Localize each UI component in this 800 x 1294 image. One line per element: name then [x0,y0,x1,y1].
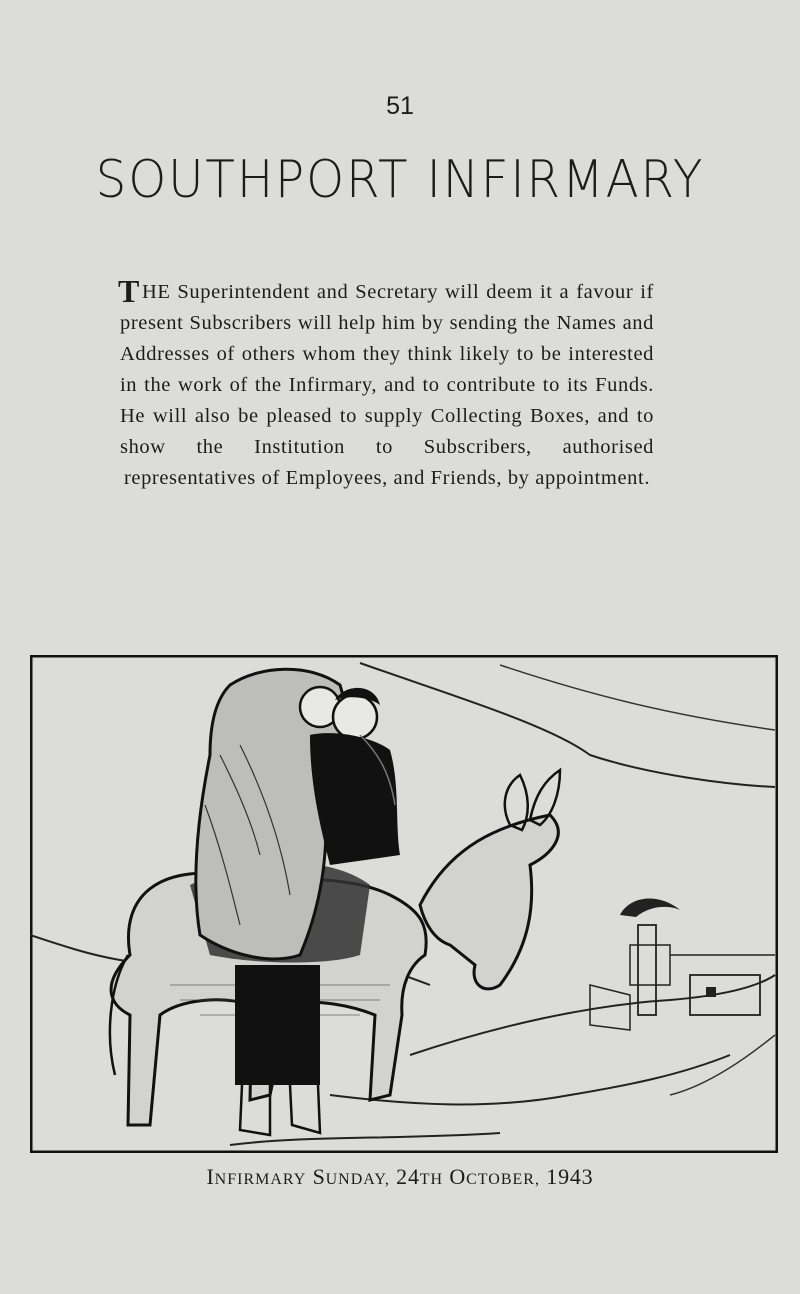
notice-paragraph [118,273,654,494]
caption-word-1-rest: NFIRMARY [214,1171,307,1188]
village-group [590,899,775,1030]
caption-word-3-initial: O [449,1164,467,1189]
drop-initial: T [118,273,140,309]
caption-word-2-initial: S [312,1164,326,1189]
caption-word-3-rest: CTOBER, [466,1171,540,1188]
caption-date-suffix: TH [419,1171,444,1188]
caption-date-number: 24 [396,1164,420,1189]
caption [0,1164,800,1190]
page-title: SOUTHPORT INFIRMARY [95,150,705,210]
caption-year: 1943 [546,1164,594,1189]
caption-word-2-rest: UNDAY, [325,1171,390,1188]
woodcut-illustration [30,655,778,1153]
caption-word-1-initial: I [206,1164,215,1189]
notice-text: HE Superintendent and Secretary will deem it a favour if present Subscribers will help him by sending the Names and Addresses of others whom they think likely to be interested in the work of the Infirmary, and to contribute to its Funds. He will also be pleased to supply Collecting Boxes, and to show the Institution to Subscribers, authorised representatives of Employees, and Friends, by appointment. [120,281,654,489]
page-number: 51 [386,92,414,120]
